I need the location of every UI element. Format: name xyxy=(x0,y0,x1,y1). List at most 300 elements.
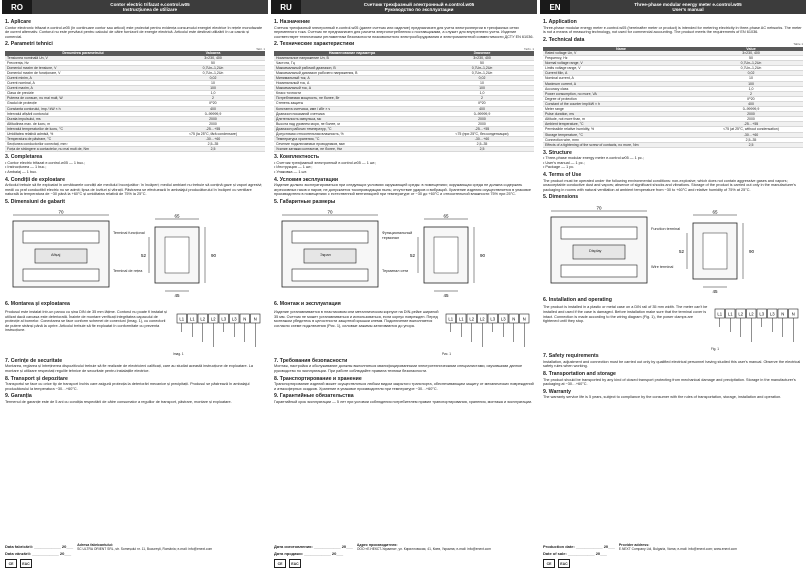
side-profile xyxy=(703,233,727,269)
spec-value: 0–99999,9 xyxy=(430,111,534,116)
side-profile xyxy=(434,237,458,273)
spec-value: 100 xyxy=(430,86,534,91)
spec-name: Номинальный ток, А xyxy=(274,81,430,86)
spec-value: 1,0 xyxy=(699,86,803,91)
dimension-drawing xyxy=(274,207,534,299)
terminal-label: L1 xyxy=(717,311,723,317)
dimension-drawing xyxy=(5,207,265,299)
spec-name: Forța de strângere a contactelor, nu mai mult de, Nm xyxy=(5,147,161,152)
spec-name: Accuracy class xyxy=(543,86,699,91)
section-heading: 1. Aplicare xyxy=(5,19,32,25)
spec-value: 400 xyxy=(161,106,265,111)
terminal-label: L2 xyxy=(479,316,485,322)
spec-name: Permissible relative humidity, % xyxy=(543,127,699,132)
table-caption: Табл. 1 xyxy=(523,46,534,51)
dim-45: 45 xyxy=(174,293,180,299)
spec-value: 100 xyxy=(161,86,265,91)
package-item: • Contor electric trifazat e.control.w05 — 1 buc.; xyxy=(5,161,265,166)
manufacturer-heading: Адрес производителя: xyxy=(356,543,398,547)
section-text: Транспортирование изделий может осуществляться любым видом закрытого транспорта, обеспечивающим защиту от механических повреждений и атмосферных осадков. Хранение в упаковке производителя при температуре −30…+60°С. xyxy=(274,382,534,391)
certification-marks xyxy=(5,559,73,568)
column-header xyxy=(271,0,537,14)
spec-value: 0,7Un–1,2Un xyxy=(161,65,265,70)
spec-value: IP20 xyxy=(430,101,534,106)
function-terminal-label: Terminal funcțional xyxy=(113,231,145,236)
spec-name: Rated voltage Un, V xyxy=(543,51,699,56)
spec-name: Puterea de consum, nu mai mult, W xyxy=(5,96,161,101)
section-text: The product should be transported by any kind of closed transport protecting from mechanical damage and precipitation. Storage in the manufacturer's packaging at −30…+60°С. xyxy=(543,377,796,387)
section-text: Montarea, reglarea și întreținerea dispozitivului trebuie să fie realizate de electricieni calificați, care au studiat această instrucțiune de exploatare. La montare și utilizare respectați regulile tehnice de securitate pentru instalațiile electrice. xyxy=(5,364,253,374)
language-code: RO xyxy=(2,0,32,14)
spec-name: Constant of the counter imp/kW × h xyxy=(543,101,699,106)
dim-65: 65 xyxy=(174,213,180,219)
spec-value: <75 (at 25°С, without condensation) xyxy=(699,127,803,132)
section-text: Счетчик трехфазный электронный e.control.w05 (далее счетчик или изделие) предназначен для учета электроэнергии в трехфазных сетях переменного тока. Счетчик не предназначен для расчета энергопотребления с поставщиками, а служит для внутреннего учета. Изделие соответствует техническим регламентам безопасности низковольтного электрооборудования и электромагнитной совместимости ДСТУ EN 61036. xyxy=(274,25,534,39)
spec-value: IP20 xyxy=(699,96,803,101)
spec-value: <75 (при 25°С, без конденсации) xyxy=(430,132,534,137)
header-titles xyxy=(301,2,537,13)
spec-name: Secțiunea conductorilor conectați, mm² xyxy=(5,142,161,147)
terminal-label: L3 xyxy=(759,311,765,317)
display-label: Экран xyxy=(320,253,331,258)
section-text: Гарантийный срок эксплуатации — 5 лет при условии соблюдения потребителем правил транспортирования, хранения, монтажа и эксплуатации. xyxy=(274,399,533,404)
certification-marks xyxy=(274,559,353,568)
terminal-label: L2 xyxy=(748,311,754,317)
spec-name: Усилие затяжки контактов, не более, Нм xyxy=(274,147,430,152)
eac-mark: EAC xyxy=(289,559,301,568)
section-heading: 9. Гарантийные обязательства xyxy=(274,393,354,400)
section-heading: 8. Transport și depozitare xyxy=(5,375,68,382)
terminal-label: N xyxy=(253,316,257,322)
spec-value: 3×230, 400 xyxy=(161,56,265,61)
terminal-label: L3 xyxy=(769,311,775,317)
spec-table xyxy=(543,47,803,148)
spec-name: Maximum current, A xyxy=(543,81,699,86)
figure-label: Рис. 1 xyxy=(442,351,452,356)
section-heading: 2. Parametri tehnici xyxy=(5,41,53,48)
spec-row xyxy=(274,147,534,152)
spec-value: 2000 xyxy=(430,116,534,121)
manufacturer-address: SC ULTRA ORIENT SRL, str. Someșului nr. 11, Bucureşti, România; e-mail: info@enext.com xyxy=(77,547,213,551)
power-terminal-label: Wire terminal xyxy=(651,264,674,269)
spec-value: 0–99999,9 xyxy=(161,111,265,116)
eac-mark: EAC xyxy=(558,559,570,568)
wiring-diagram xyxy=(442,310,534,356)
spec-name: Curent maxim, A xyxy=(5,86,161,91)
terminal-label: N xyxy=(522,316,526,322)
terminal-strip-bottom xyxy=(561,265,637,277)
language-column-ro xyxy=(2,0,268,571)
spec-name: Высота над уровнем моря, не более, м xyxy=(274,121,430,126)
spec-value: 3×230, 400 xyxy=(430,56,534,61)
section-heading: 6. Монтаж и эксплуатация xyxy=(274,301,341,308)
section-text: The product must be operated under the following environmental conditions: non-explosive; which does not contain aggressive gases and vapors; unacceptable conductive dust and vapors; absence of significant shocks and vibrations. Storage of the product is carried out only in the manufacturer's packaging in rooms with natural ventilation at ambient temperature from −30 to +60°С and relative humidity of 75% at 25°С. xyxy=(543,178,796,192)
package-list xyxy=(5,161,265,175)
spec-name: Intervalul afișării contorului xyxy=(5,111,161,116)
spec-value: 2,5 xyxy=(430,147,534,152)
display-window xyxy=(35,249,87,263)
spec-name: Umiditatea relativă admisă, % xyxy=(5,132,161,137)
manufacturer-address: E.NEXT Company Ltd, Bulgaria, Varna; e-mail: info@enext.com; www.enext.com xyxy=(618,547,737,551)
spec-name: Durata impulsului, ms xyxy=(5,116,161,121)
package-item: • Ambalaj — 1 buc. xyxy=(5,170,265,175)
certification-marks xyxy=(543,559,615,568)
terminal-label: L1 xyxy=(448,316,454,322)
spec-value: 50 xyxy=(699,56,803,61)
dim-52: 52 xyxy=(410,253,416,259)
column-body xyxy=(540,14,806,400)
section-heading: 1. Назначение xyxy=(274,19,311,25)
spec-name: Минимальный ток, А xyxy=(274,75,430,80)
mounting-section xyxy=(274,310,534,356)
document-title: Счетчик трехфазный электронный e.control.w05 xyxy=(363,1,475,7)
spec-name: Максимальный диапазон рабочего напряжения, В xyxy=(274,70,430,75)
spec-name: Connection wire, mm² xyxy=(543,137,699,142)
column-footer xyxy=(543,543,803,568)
spec-name: Pulse duration, ms xyxy=(543,112,699,117)
wiring-svg xyxy=(173,310,265,352)
terminal-label: N xyxy=(781,311,785,317)
spec-value: 2,5–35 xyxy=(430,142,534,147)
section-text: Produsul este instalat într-un panou cu șina DIN de 35 mm lățime. Contorul nu poate fi instalat și utilizat dacă carcasa este deteriorată. Înainte de montare verificați integritatea capacului de protecție al bornelor. Conectarea se face conform schemei de conexiuni (Imag. 1), cu conectorii de putere strânși până la oprire. Articolul trebuie să fie exploatat în conformitate cu prezenta instrucțiune. xyxy=(5,309,167,333)
function-terminal-label: Функциональный терминал xyxy=(382,231,413,240)
section-heading: 1. Application xyxy=(543,19,577,25)
package-item: • Three-phase modular energy meter e.control.w05 — 1 pc.; xyxy=(543,156,803,161)
spec-name: Частота, Гц xyxy=(274,60,430,65)
dim-52: 52 xyxy=(679,248,685,254)
manufacturer-heading: Provider address: xyxy=(618,543,650,547)
spec-value: 1,0 xyxy=(161,91,265,96)
spec-value: 2000 xyxy=(161,121,265,126)
section-text: Изделие должно эксплуатироваться при следующих условиях окружающей среды: в помещениях; окружающая среда не должна содержать агрессивных газов и паров; не допускается токопроводящая пыль; отсутствие ударов и вибраций. Хранение изделия осуществляется в упаковке производителя в помещениях с естественной вентиляцией при температуре от −30 до +60°С и относительной влажности 75% при 25°С. xyxy=(274,183,531,197)
section-text: Монтаж, настройка и обслуживание должны выполняться квалифицированными электротехническими специалистами, изучившими данное руководство по эксплуатации. При работе соблюдайте правила техники безопасности. xyxy=(274,364,523,374)
spec-value: 0,7Uн–1,2Uн xyxy=(430,65,534,70)
spec-value: -30…+60 xyxy=(161,137,265,142)
dim-52: 52 xyxy=(141,253,147,259)
table-header-name: Name xyxy=(543,47,699,51)
terminal-label: L3 xyxy=(221,316,227,322)
section-heading: 5. Габаритные размеры xyxy=(274,198,336,205)
document-title: Contor electric trifazat e.control.w05 xyxy=(110,1,190,7)
mounting-section xyxy=(5,310,265,356)
section-heading: 6. Montarea și exploatarea xyxy=(5,301,70,308)
wiring-svg xyxy=(442,310,534,352)
spec-value: 2 xyxy=(161,96,265,101)
section-heading: 7. Cerințe de securitate xyxy=(5,357,63,364)
spec-name: Frecvența, Hz xyxy=(5,60,161,65)
section-text: Articolul trebuie să fie exploatat în următoarele condiții ale mediului înconjurător: în încăperi; mediul ambiant nu trebuie să conțină gaze și vapori agresivi; medii cu praf conductibil electric nu se admit; lipsa de lovituri și vibrații. Păstrarea se efectuează în ambalajul producătorului în încăperi cu ventilare naturală la temperatura de −30 până la +60°C și umiditatea relativă de 75% la 25°C. xyxy=(5,183,263,197)
spec-value: 0,02 xyxy=(699,71,803,76)
spec-value: 0,02 xyxy=(430,75,534,80)
wiring-diagram xyxy=(711,305,803,351)
spec-value: IP20 xyxy=(161,101,265,106)
manufacturer-address: ООО «Е.НЕКСТ-Украина», ул. Кирилловская, 41, Киев, Украина; e-mail: info@enext.com xyxy=(356,547,492,551)
spec-name: Storage temperature, °С xyxy=(543,132,699,137)
dim-45: 45 xyxy=(443,293,449,299)
section-text: The warranty service life is 5 years, subject to compliance by the consumer with the rules of transportation, storage, installation and operation. xyxy=(543,395,782,400)
section-heading: 4. Condiții de exploatare xyxy=(5,176,65,183)
spec-value: 10 xyxy=(699,76,803,81)
spec-value: 400 xyxy=(699,101,803,106)
table-header-name: Denumirea parametrului xyxy=(5,51,161,55)
section-heading: 6. Installation and operating xyxy=(543,296,612,303)
package-item: • User's manual — 1 pc.; xyxy=(543,161,803,166)
sale-date-field: Дата продажи: ____________ 20___ xyxy=(274,551,344,556)
ce-mark: CE xyxy=(5,559,17,568)
language-code: EN xyxy=(540,0,570,14)
spec-name: Curent minim, A xyxy=(5,75,161,80)
column-header xyxy=(2,0,268,14)
spec-name: Altitude, not more than, m xyxy=(543,117,699,122)
section-heading: 3. Completarea xyxy=(5,154,43,161)
spec-name: Константа счетчика, имп / кВт × ч xyxy=(274,106,430,111)
dim-45: 45 xyxy=(712,288,718,294)
terminal-label: L2 xyxy=(200,316,206,322)
spec-name: Допустимая относительная влажность, % xyxy=(274,132,430,137)
spec-table xyxy=(5,51,265,152)
sale-date-field: Date of sale: ____________ 20___ xyxy=(543,551,607,556)
spec-value: 2000 xyxy=(699,112,803,117)
column-footer xyxy=(274,543,534,568)
spec-name: Номинальное напряжение Uн, В xyxy=(274,56,430,61)
terminal-label: L2 xyxy=(210,316,216,322)
spec-name: Сечение подключаемых проводников, мм² xyxy=(274,142,430,147)
table-header-value: Valoarea xyxy=(161,51,265,55)
language-column-ru xyxy=(271,0,537,571)
spec-name: Clasa de precizie xyxy=(5,91,161,96)
table-header-value: Value xyxy=(699,47,803,51)
terminal-label: N xyxy=(243,316,247,322)
spec-name: Curent nominal, A xyxy=(5,81,161,86)
spec-name: Altitudinea max. de lucru, m xyxy=(5,121,161,126)
table-header-value: Значение xyxy=(430,51,534,55)
spec-value: 2 xyxy=(699,91,803,96)
package-item: • Instrucțiunea — 1 buc.; xyxy=(5,165,265,170)
ce-mark: CE xyxy=(543,559,555,568)
manufacturer-info xyxy=(357,543,534,568)
section-text: Изделие устанавливается в пластиковом или металлическом корпусе на DIN-рейке шириной 35 мм. Счетчик не может устанавливаться и использоваться, если корпус поврежден. Перед монтажом убедитесь в целостности защитной крышки клемм. Подключение выполняется согласно схеме подключения (Рис. 1), силовые зажимы затягиваются до упора. xyxy=(274,309,439,328)
figure-label: Fig. 1 xyxy=(711,347,719,352)
language-column-en xyxy=(540,0,806,571)
terminal-strip-bottom xyxy=(292,269,368,281)
spec-name: Meter range xyxy=(543,107,699,112)
spec-name: Потребляемая мощность, не более, Вт xyxy=(274,96,430,101)
power-terminal-label: Терминал сети xyxy=(382,269,409,274)
document-title: Three-phase modular energy meter e.control.w05 xyxy=(634,1,742,7)
terminal-label: L3 xyxy=(490,316,496,322)
spec-name: Effects of a tightening of the screw of contacts, no more, Nm xyxy=(543,142,699,147)
section-text: Transportul se face cu orice tip de transport închis care asigură protecția la deteriorări mecanice și precipitații. Produsul se păstrează în ambalajul producătorului la temperatura −30…+60°C. xyxy=(5,382,250,391)
section-heading: 7. Требования безопасности xyxy=(274,357,348,364)
terminal-label: N xyxy=(791,311,795,317)
spec-value: 0–99999,9 xyxy=(699,107,803,112)
section-heading: 4. Terms of Use xyxy=(543,172,582,179)
dimension-drawing xyxy=(543,203,803,295)
package-item: • Package — 1 pc. xyxy=(543,165,803,170)
section-heading: 5. Dimensiuni de gabarit xyxy=(5,198,65,205)
terminal-label: L1 xyxy=(179,316,185,322)
spec-value: 2,5–35 xyxy=(699,137,803,142)
column-footer xyxy=(5,543,265,568)
terminal-strip-bottom xyxy=(23,269,99,281)
spec-value: 100 xyxy=(699,81,803,86)
spec-value: 0,7Uн–1,2Uн xyxy=(430,70,534,75)
spec-name: Domeniul maxim de tensiune, V xyxy=(5,65,161,70)
spec-name: Temperatura de păstrare, °C xyxy=(5,137,161,142)
terminal-label: L2 xyxy=(469,316,475,322)
spec-name: Диапазон показаний счетчика xyxy=(274,111,430,116)
spec-value: 2,5–35 xyxy=(161,142,265,147)
terminal-strip-top xyxy=(561,227,637,239)
document-subtitle: User's manual xyxy=(672,7,704,12)
spec-value: 10 xyxy=(161,81,265,86)
wiring-diagram xyxy=(173,310,265,356)
terminal-label: L1 xyxy=(458,316,464,322)
terminal-label: L1 xyxy=(727,311,733,317)
spec-name: Gradul de protecție xyxy=(5,101,161,106)
eac-mark: EAC xyxy=(20,559,32,568)
section-heading: 4. Условия эксплуатации xyxy=(274,176,339,183)
spec-name: Температура хранения, °С xyxy=(274,137,430,142)
header-titles xyxy=(32,2,268,13)
dim-65: 65 xyxy=(443,213,449,219)
production-date-field: Дата изготовления: ____________ 20___ xyxy=(274,544,353,549)
terminal-label: L2 xyxy=(738,311,744,317)
spec-name: Максимальный ток, А xyxy=(274,86,430,91)
spec-value: -30…+60 xyxy=(699,132,803,137)
spec-name: Frequency, Hz xyxy=(543,56,699,61)
production-date-field: Production date: ____________ 20___ xyxy=(543,544,615,549)
dimension-svg xyxy=(543,203,803,295)
spec-name: Intervalul temperaturilor de lucru, °C xyxy=(5,126,161,131)
package-item: • Инструкция — 1 шт.; xyxy=(274,165,534,170)
section-text: Termenul de garanție este de 5 ani cu condiția respectării de către consumator a regulilor de transport, păstrare, montare și exploatare. xyxy=(5,399,232,404)
spec-value: 0,02 xyxy=(161,75,265,80)
header-titles xyxy=(570,2,806,13)
dim-90: 90 xyxy=(749,248,755,254)
dimension-svg xyxy=(5,207,265,299)
section-heading: 7. Safety requirements xyxy=(543,353,599,360)
section-heading: 2. Технические характеристики xyxy=(274,41,355,48)
section-heading: 8. Transportation and storage xyxy=(543,371,616,378)
display-label: Display xyxy=(589,248,602,253)
power-terminal-label: Terminal de rețea xyxy=(113,269,143,274)
section-heading: 3. Комплектность xyxy=(274,154,320,161)
spec-name: Максимальный рабочий диапазон, В xyxy=(274,65,430,70)
spec-name: Degree of protection xyxy=(543,96,699,101)
spec-table xyxy=(274,51,534,152)
spec-name: Tensiunea nominală Un, V xyxy=(5,56,161,61)
package-list xyxy=(543,156,803,170)
ce-mark: CE xyxy=(274,559,286,568)
section-text: Contor electronic trifazat e.control.w05 (în continuare contor sau articol) este proiectat pentru evidența consumului energiei electrice în rețele monofazate de curent alternativ. Contorul nu este prevăzut pentru calculul de către furnizorii de energie electrică. Articolul este destinat utilizării în uz casnic și comercial. xyxy=(5,25,263,39)
spec-value: 0,7Un–1,2Un xyxy=(161,70,265,75)
table-header-name: Наименование параметра xyxy=(274,51,430,55)
spec-name: Класс точности xyxy=(274,91,430,96)
spec-name: Constanta contorului, imp / kW × h xyxy=(5,106,161,111)
spec-name: Power consumption, no more, VA xyxy=(543,91,699,96)
section-text: Three-phase modular energy meter e.control.w05 (hereinafter meter or product) is intended for metering electricity in three-phase AC networks. The meter is not a means of measuring technology, not used for commercial accounting. The product meets the requirements of EN 61036. xyxy=(543,25,802,35)
spec-value: 1,0 xyxy=(430,91,534,96)
spec-value: 3×230, 400 xyxy=(699,51,803,56)
spec-value: 10 xyxy=(430,81,534,86)
spec-name: Current Min, A xyxy=(543,71,699,76)
dim-70: 70 xyxy=(58,209,64,215)
terminal-label: L1 xyxy=(189,316,195,322)
terminal-strip-top xyxy=(292,231,368,243)
manufacturer-info xyxy=(77,543,265,568)
manufacturer-heading: Adresa fabricantului: xyxy=(77,543,114,547)
terminal-label: L3 xyxy=(231,316,237,322)
spec-value: 2000 xyxy=(430,121,534,126)
display-label: Afișaj xyxy=(51,253,61,258)
spec-value: <75 (la 25°C, fără condensare) xyxy=(161,132,265,137)
spec-value: 2000 xyxy=(699,117,803,122)
spec-value: 2,5 xyxy=(161,147,265,152)
spec-value: 400 xyxy=(430,106,534,111)
section-heading: 2. Technical data xyxy=(543,36,585,43)
table-caption: Tabl. 1 xyxy=(256,46,265,51)
spec-name: Normal voltage range, V xyxy=(543,61,699,66)
spec-value: -25…+55 xyxy=(161,126,265,131)
spec-name: Степень защиты xyxy=(274,101,430,106)
side-profile xyxy=(165,237,189,273)
spec-value: 2,5 xyxy=(699,142,803,147)
terminal-strip-top xyxy=(23,231,99,243)
spec-value: 2 xyxy=(430,96,534,101)
section-heading: 5. Dimensions xyxy=(543,194,579,201)
section-text: Installation, adjustment and connection must be carried out only by qualified electrical personnel having studied this user's manual. Observe the electrical safety rules when working. xyxy=(543,359,801,369)
spec-value: -30…+60 xyxy=(430,137,534,142)
section-heading: 8. Транспортирование и хранение xyxy=(274,375,362,382)
spec-name: Nominal current, A xyxy=(543,76,699,81)
function-terminal-label: Function terminal xyxy=(651,226,681,231)
column-body xyxy=(2,14,268,404)
spec-value: -25…+55 xyxy=(699,122,803,127)
spec-row xyxy=(5,147,265,152)
spec-row xyxy=(543,142,803,147)
production-date-field: Data fabricării: ____________ 20___ xyxy=(5,544,74,549)
spec-name: Ambient temperature, °С xyxy=(543,122,699,127)
spec-value: 2000 xyxy=(161,116,265,121)
spec-value: 50 xyxy=(430,60,534,65)
dim-65: 65 xyxy=(712,209,718,215)
sale-date-field: Data vânzării: ____________ 20___ xyxy=(5,551,72,556)
spec-name: Domeniul maxim de funcționare, V xyxy=(5,70,161,75)
dimension-svg xyxy=(274,207,534,299)
spec-name: Диапазон рабочих температур, °С xyxy=(274,126,430,131)
dim-90: 90 xyxy=(211,253,217,259)
terminal-label: N xyxy=(512,316,516,322)
dim-70: 70 xyxy=(596,205,602,211)
column-body xyxy=(271,14,537,404)
spec-value: 0,7Un–1,2Un xyxy=(699,61,803,66)
spec-value: -25…+55 xyxy=(430,126,534,131)
document-subtitle: Руководство по эксплуатации xyxy=(384,7,454,12)
package-item: • Счетчик трехфазный электронный e.control.w05 — 1 шт.; xyxy=(274,161,534,166)
dim-70: 70 xyxy=(327,209,333,215)
spec-value: 50 xyxy=(161,60,265,65)
document-subtitle: Instrucțiunea de utilizare xyxy=(122,7,178,12)
package-item: • Упаковка — 1 шт. xyxy=(274,170,534,175)
language-code: RU xyxy=(271,0,301,14)
section-heading: 9. Garanția xyxy=(5,393,32,400)
wiring-svg xyxy=(711,305,803,347)
section-text: The product is installed in a plastic or metal case on a DIN rail of 35 mm width. The meter can't be installed and used if the case is damaged. Before installation make sure that the terminal cover is intact. Connection is made according to the wiring diagram (Fig. 1), the power clamps are tightened until they stop. xyxy=(543,305,708,324)
column-header xyxy=(540,0,806,14)
table-caption: Table 1 xyxy=(793,42,803,47)
dim-90: 90 xyxy=(480,253,486,259)
